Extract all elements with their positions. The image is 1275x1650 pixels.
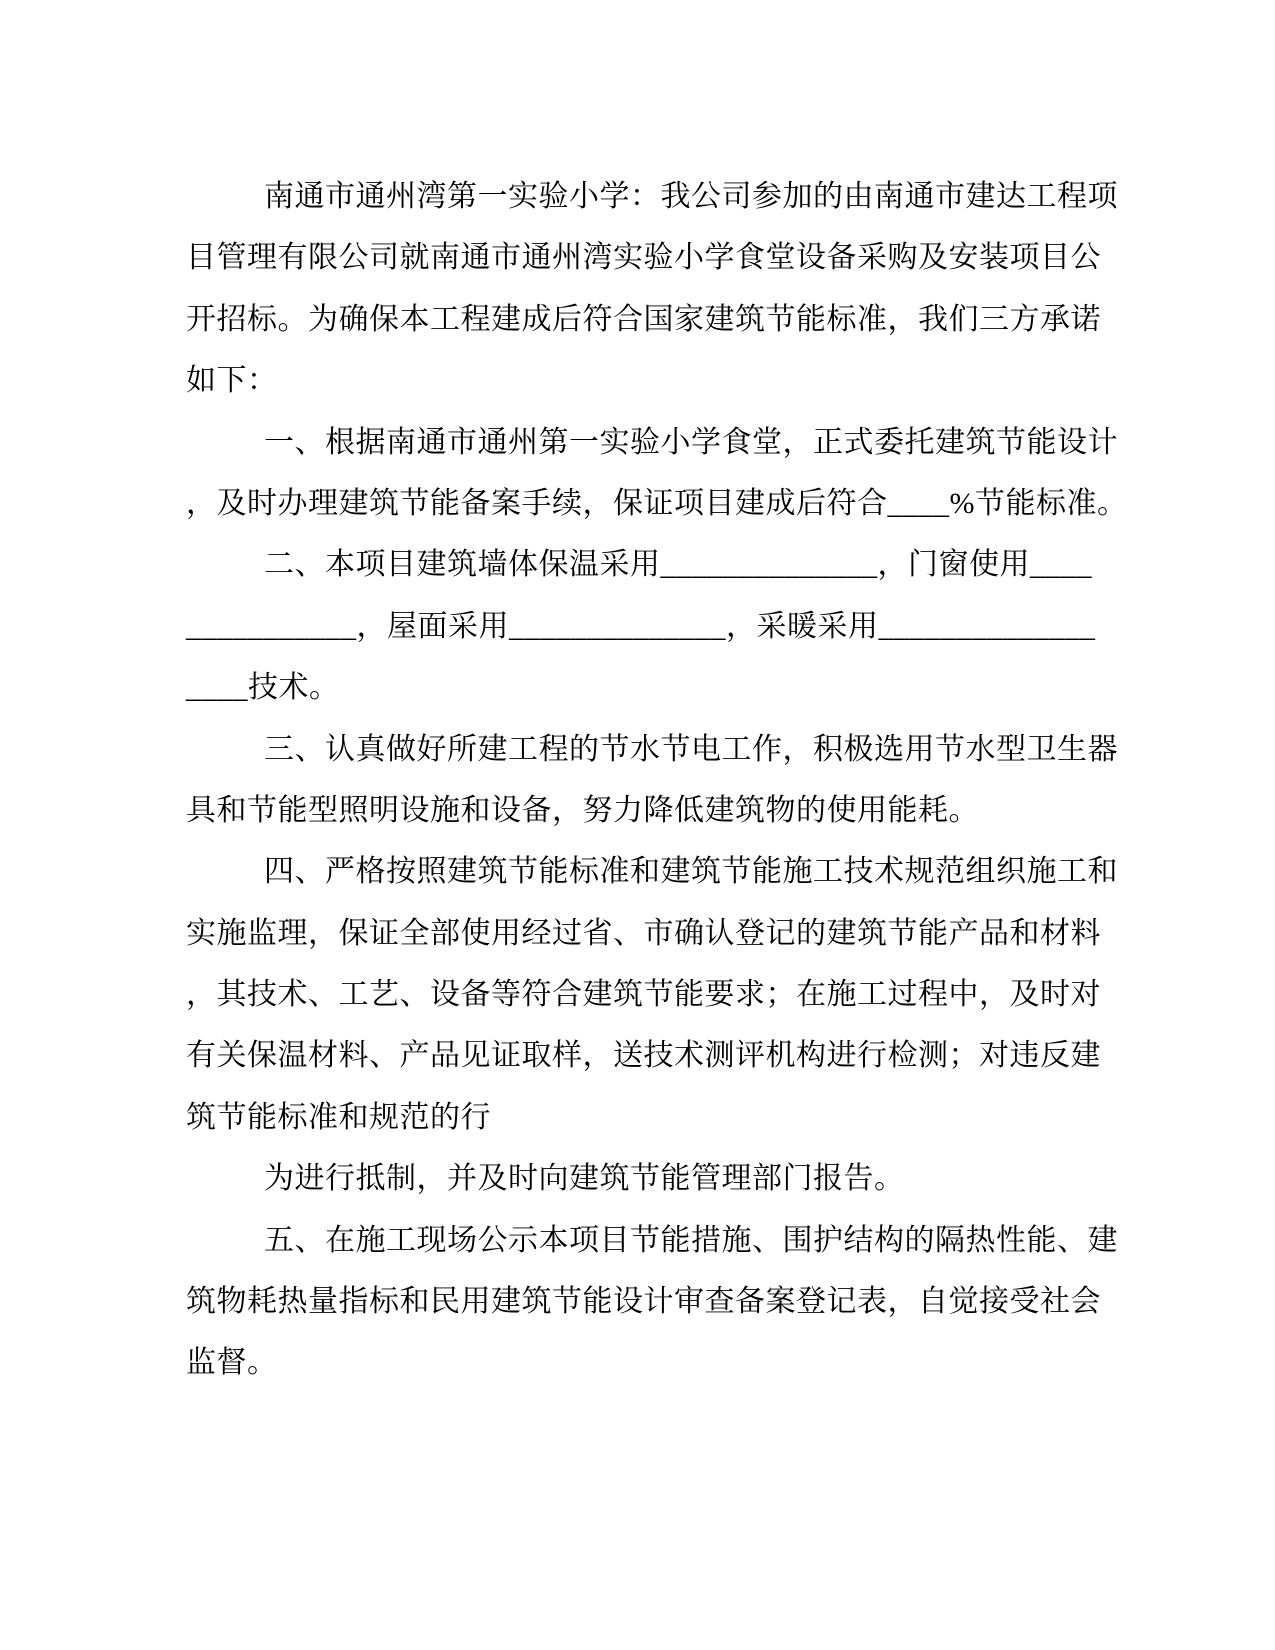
text-line: 为进行抵制，并及时向建筑节能管理部门报告。 — [264, 1162, 905, 1196]
text-line: ___________，屋面采用______________，采暖采用______________ — [186, 609, 1096, 643]
text-line: 目管理有限公司就南通市通州湾实验小学食堂设备采购及安装项目公 — [186, 241, 1101, 275]
paragraph-intro — [186, 166, 1118, 412]
document-body — [186, 0, 1128, 1394]
text-line: 筑节能标准和规范的行 — [186, 1100, 491, 1134]
text-line: 如下： — [186, 364, 278, 398]
paragraph-item-3 — [186, 719, 1118, 842]
text-line: 开招标。为确保本工程建成后符合国家建筑节能标准，我们三方承诺 — [186, 302, 1101, 336]
text-line: 四、严格按照建筑节能标准和建筑节能施工技术规范组织施工和 — [264, 855, 1118, 889]
text-line: 筑物耗热量指标和民用建筑节能设计审查备案登记表，自觉接受社会 — [186, 1285, 1101, 1319]
paragraph-item-5 — [186, 1210, 1118, 1394]
paragraph-item-1 — [186, 412, 1128, 535]
text-line: 二、本项目建筑墙体保温采用______________，门窗使用____ — [264, 548, 1092, 582]
text-line: 一、根据南通市通州第一实验小学食堂，正式委托建筑节能设计 — [264, 425, 1118, 459]
paragraph-item-2 — [186, 534, 1096, 718]
text-line: 具和节能型照明设施和设备，努力降低建筑物的使用能耗。 — [186, 793, 979, 827]
text-line: 有关保温材料、产品见证取样，送技术测评机构进行检测；对违反建 — [186, 1039, 1101, 1073]
paragraph-item-4-continuation — [186, 1148, 1091, 1209]
text-line: 监督。 — [186, 1346, 278, 1380]
text-line: ，及时办理建筑节能备案手续，保证项目建成后符合____%节能标准。 — [186, 486, 1128, 520]
text-line: ，其技术、工艺、设备等符合建筑节能要求；在施工过程中，及时对 — [186, 978, 1101, 1012]
text-line: 五、在施工现场公示本项目节能措施、围护结构的隔热性能、建 — [264, 1223, 1118, 1257]
text-line: 实施监理，保证全部使用经过省、市确认登记的建筑节能产品和材料 — [186, 916, 1101, 950]
text-line: 三、认真做好所建工程的节水节电工作，积极选用节水型卫生器 — [264, 732, 1118, 766]
text-line: ____技术。 — [186, 671, 340, 705]
text-line: 南通市通州湾第一实验小学：我公司参加的由南通市建达工程项 — [264, 180, 1118, 213]
paragraph-item-4 — [186, 841, 1118, 1148]
